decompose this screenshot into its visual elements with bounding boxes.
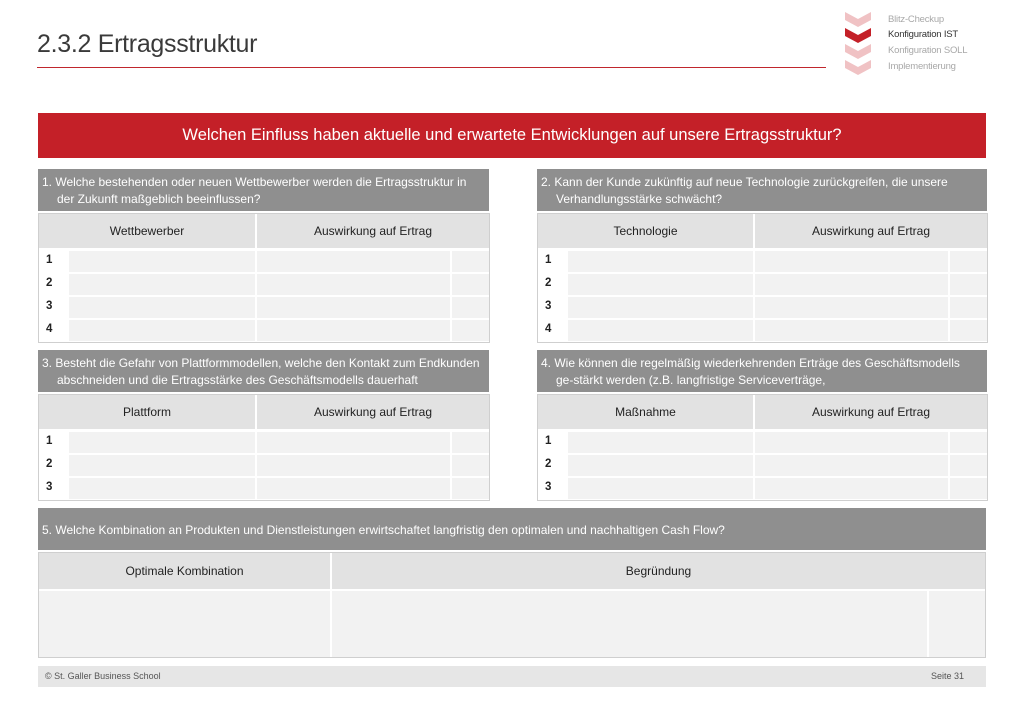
input-cell[interactable] [568,320,753,341]
question-2-text: 2. Kann der Kunde zukünftig auf neue Technologie zurückgreifen, die unsere Verhandlungsstärke schwächt? [541,175,948,206]
input-cell[interactable] [257,251,450,272]
table-row [538,274,987,296]
table-row [39,297,489,319]
table-row [39,478,489,500]
footer [38,666,986,687]
input-cell[interactable] [257,432,450,453]
nav-item-konfiguration-ist[interactable]: Konfiguration IST [888,29,959,40]
column-header-plattform: Plattform [39,395,257,429]
input-cell[interactable] [69,455,255,476]
nav-item-konfiguration-soll[interactable]: Konfiguration SOLL [888,45,968,56]
row-number: 4 [545,323,552,335]
input-cell[interactable] [568,251,753,272]
chevron-icon [845,12,871,28]
question-5-box [38,508,986,550]
input-cell[interactable] [755,274,948,295]
input-cell[interactable] [69,478,255,499]
row-number: 2 [545,277,552,289]
question-1-text: 1. Welche bestehenden oder neuen Wettbewerber werden die Ertragsstruktur in der Zukunft maßgeblich beeinflussen? [42,175,467,206]
table-row [39,455,489,477]
table-row [39,251,489,273]
question-2-table [537,213,988,343]
row-number: 2 [46,458,53,470]
input-cell[interactable] [950,320,987,341]
input-cell[interactable] [950,274,987,295]
input-cell[interactable] [950,432,987,453]
column-header-begruendung: Begründung [332,553,985,589]
row-number: 2 [545,458,552,470]
column-header-wettbewerber: Wettbewerber [39,214,257,248]
input-cell[interactable] [69,320,255,341]
column-header-technologie: Technologie [538,214,755,248]
input-cell[interactable] [257,478,450,499]
row-number: 1 [545,435,552,447]
input-cell[interactable] [452,297,489,318]
input-cell[interactable] [452,320,489,341]
page-number: Seite 31 [930,671,964,681]
input-cell[interactable] [755,251,948,272]
input-cell[interactable] [257,455,450,476]
question-2-box [537,169,987,211]
input-cell[interactable] [452,274,489,295]
input-cell[interactable] [69,432,255,453]
column-header-optimale-kombination: Optimale Kombination [39,553,332,589]
input-cell[interactable] [950,297,987,318]
nav-item-implementierung[interactable]: Implementierung [888,61,956,72]
input-cell[interactable] [950,251,987,272]
question-5-text: 5. Welche Kombination an Produkten und Dienstleistungen erwirtschaftet langfristig den optimalen und nachhaltigen Cash Flow? [42,523,725,537]
question-4-table [537,394,988,501]
input-cell[interactable] [452,478,489,499]
table-row [39,320,489,342]
question-3-box [38,350,489,392]
copyright-text: © St. Galler Business School [45,671,161,681]
input-cell[interactable] [39,591,330,657]
input-cell[interactable] [568,478,753,499]
table-row [538,297,987,319]
chevron-icon [845,60,871,76]
input-cell[interactable] [257,320,450,341]
input-cell[interactable] [929,591,985,657]
input-cell[interactable] [257,274,450,295]
row-number: 1 [545,254,552,266]
row-number: 3 [545,300,552,312]
table-row [39,274,489,296]
table-row [538,478,987,500]
input-cell[interactable] [755,455,948,476]
input-cell[interactable] [452,251,489,272]
table-row [538,455,987,477]
input-cell[interactable] [452,455,489,476]
column-header-massnahme: Maßnahme [538,395,755,429]
input-cell[interactable] [568,455,753,476]
row-number: 2 [46,277,53,289]
column-header-auswirkung: Auswirkung auf Ertrag [257,395,489,429]
key-question-banner: Welchen Einfluss haben aktuelle und erwartete Entwicklungen auf unsere Ertragsstruktur? [38,113,986,158]
input-cell[interactable] [755,432,948,453]
input-cell[interactable] [755,320,948,341]
column-header-auswirkung: Auswirkung auf Ertrag [755,214,987,248]
input-cell[interactable] [69,297,255,318]
question-4-box [537,350,987,392]
chevron-icon [845,44,871,60]
input-cell[interactable] [950,455,987,476]
row-number: 4 [46,323,53,335]
row-number: 1 [46,254,53,266]
input-cell[interactable] [452,432,489,453]
row-number: 3 [545,481,552,493]
nav-item-blitz-checkup[interactable]: Blitz-Checkup [888,14,945,25]
question-4-text: 4. Wie können die regelmäßig wiederkehrenden Erträge des Geschäftsmodells ge-stärkt werden (z.B. langfristige Serviceverträge, [541,356,960,387]
input-cell[interactable] [950,478,987,499]
input-cell[interactable] [257,297,450,318]
input-cell[interactable] [332,591,927,657]
input-cell[interactable] [568,274,753,295]
page-title: 2.3.2 Ertragsstruktur [37,30,258,58]
question-5-table [38,552,986,658]
row-number: 3 [46,481,53,493]
input-cell[interactable] [568,297,753,318]
question-1-box [38,169,489,211]
progress-navigation [845,10,1015,76]
input-cell[interactable] [755,478,948,499]
question-3-table [38,394,490,501]
table-row [538,432,987,454]
input-cell[interactable] [568,432,753,453]
input-cell[interactable] [69,274,255,295]
question-3-text: 3. Besteht die Gefahr von Plattformmodellen, welche den Kontakt zum Endkunden abschneiden und die Ertragsstärke des Geschäftsmodells dauerhaft [42,356,480,387]
question-1-table [38,213,490,343]
table-row [538,320,987,342]
table-row [538,251,987,273]
column-header-auswirkung: Auswirkung auf Ertrag [257,214,489,248]
input-cell[interactable] [69,251,255,272]
column-header-auswirkung: Auswirkung auf Ertrag [755,395,987,429]
input-cell[interactable] [755,297,948,318]
title-divider [37,67,826,68]
chevron-active-icon [845,28,871,44]
table-row [39,432,489,454]
row-number: 3 [46,300,53,312]
row-number: 1 [46,435,53,447]
